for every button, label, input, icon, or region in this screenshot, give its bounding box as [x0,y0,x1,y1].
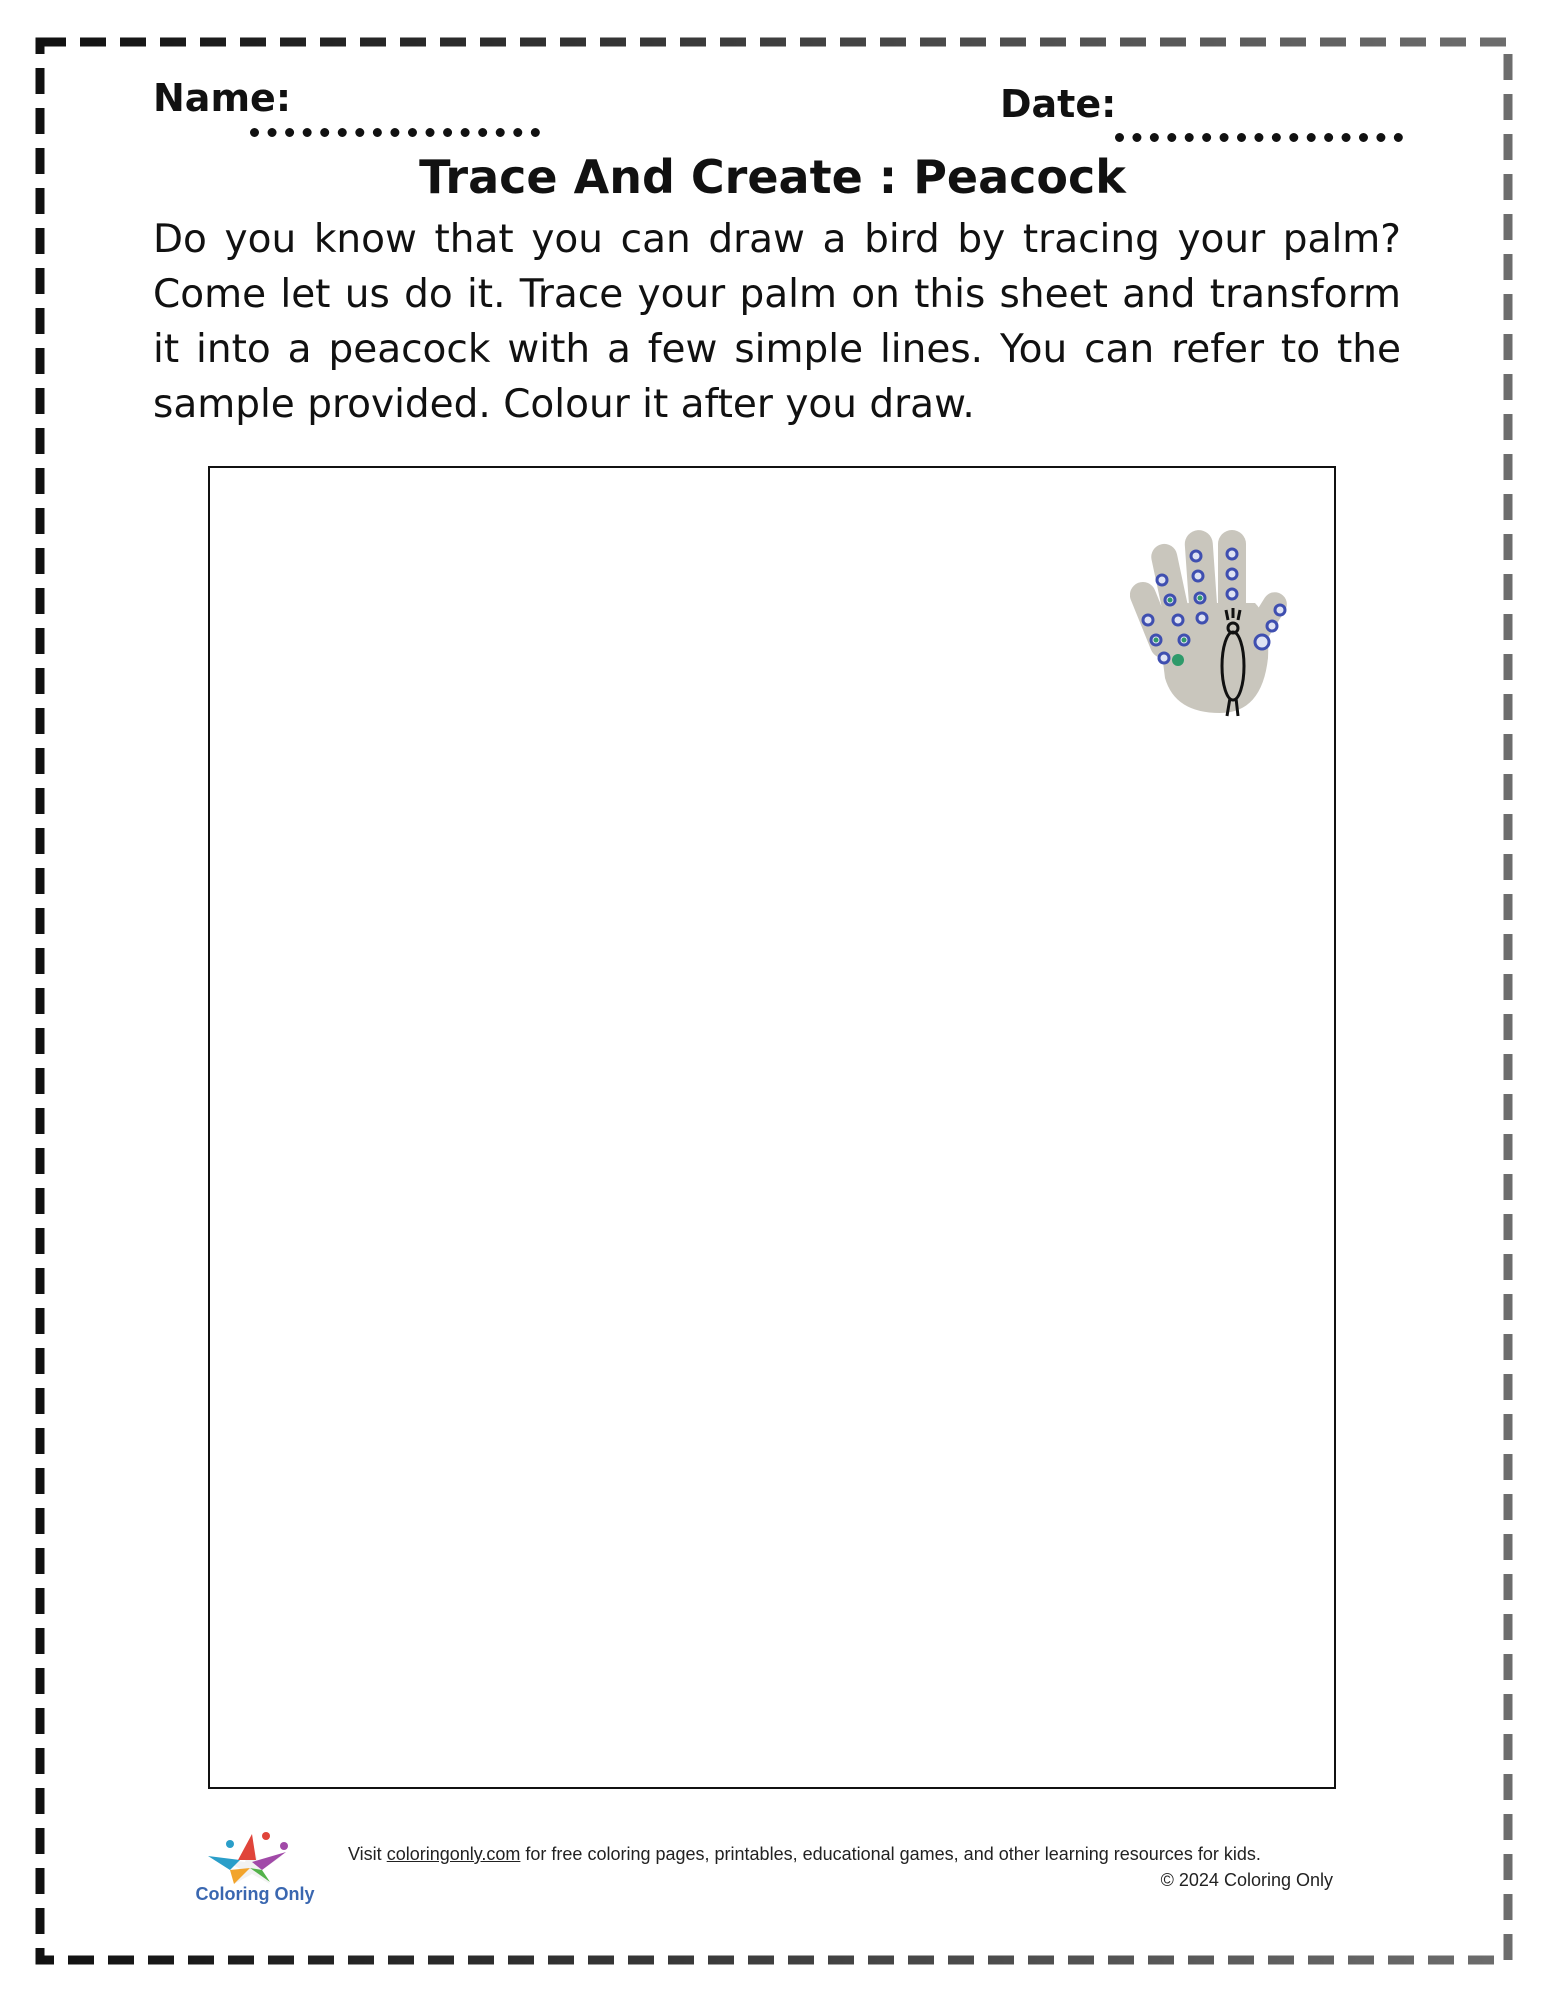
name-label: Name: [153,76,292,120]
logo-text: Coloring Only [195,1884,315,1904]
footer-visit-suffix: for free coloring pages, printables, educational games, and other learning resources for kids. [520,1844,1261,1864]
drawing-area[interactable] [208,466,1336,1789]
coloring-only-logo[interactable] [190,1822,320,1904]
name-line[interactable] [250,128,540,137]
star-people-logo-icon [190,1822,320,1884]
footer-visit-prefix: Visit [348,1844,387,1864]
instructions-text: Do you know that you can draw a bird by tracing your palm? Come let us do it. Trace your palm on this sheet and transform it into a peacock with a few simple lines. You can refer to the sample provided. Colour it after you draw. [153,217,1401,427]
date-label: Date: [1000,82,1117,126]
page-title: Trace And Create : Peacock [419,150,1126,204]
footer-copyright: © 2024 Coloring Only [1160,1870,1333,1890]
hand-peacock-sample-icon [1130,508,1300,718]
coloringonly-link[interactable]: coloringonly.com [386,1844,521,1864]
date-line[interactable] [1115,133,1403,142]
footer-visit-text [348,1844,1261,1865]
